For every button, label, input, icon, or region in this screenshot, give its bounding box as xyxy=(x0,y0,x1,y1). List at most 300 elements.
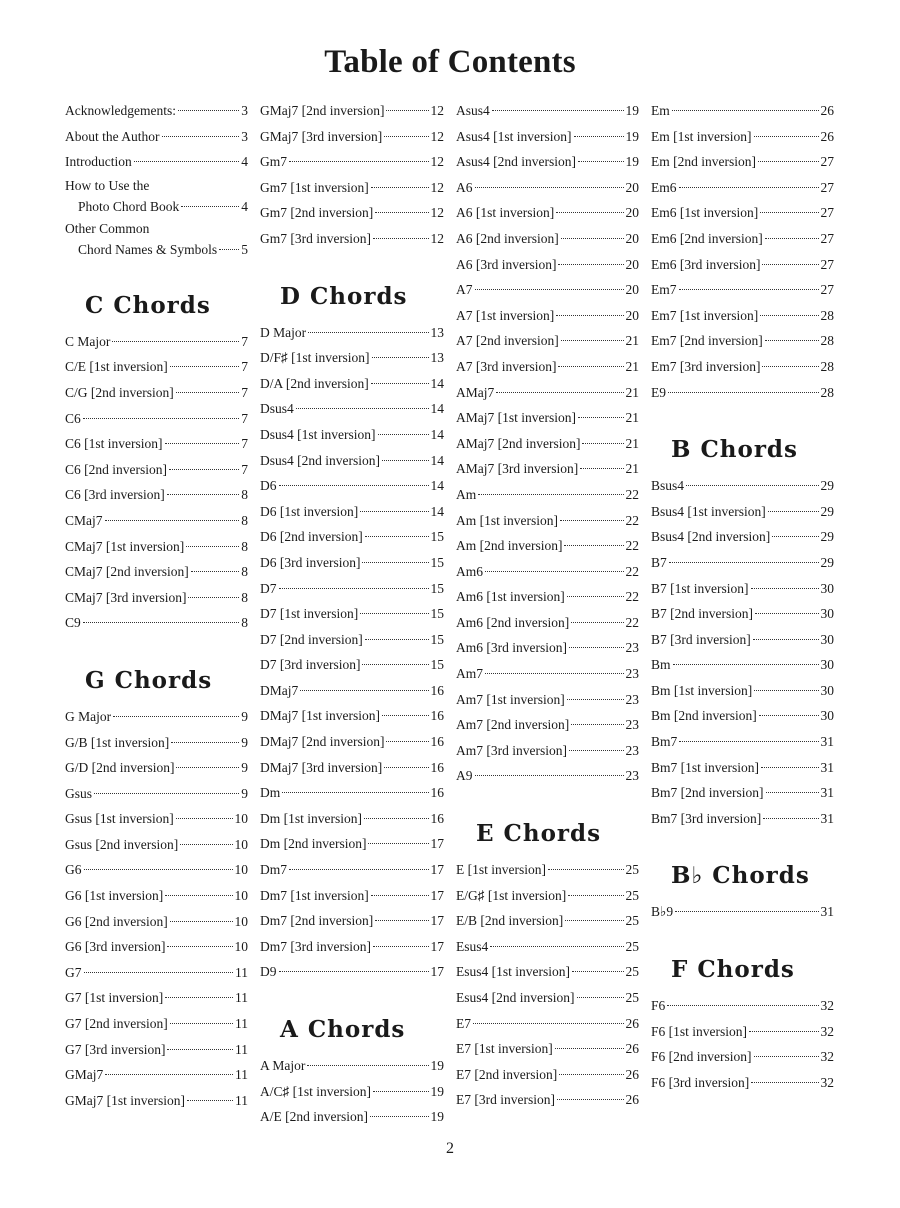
toc-entry-page: 23 xyxy=(625,691,639,707)
toc-entry-page: 25 xyxy=(625,990,639,1005)
toc-entry-label: D6 xyxy=(260,478,277,494)
toc-entry-page: 3 xyxy=(241,103,248,118)
toc-entry[interactable] xyxy=(456,712,639,738)
dot-leader xyxy=(556,212,623,213)
toc-entry[interactable] xyxy=(65,457,248,483)
toc-entry-label: E7 [2nd inversion] xyxy=(456,1066,558,1082)
toc-entry-label: Am xyxy=(456,486,477,502)
dot-leader xyxy=(754,136,819,137)
toc-entry[interactable] xyxy=(260,806,444,832)
toc-entry[interactable] xyxy=(651,226,834,252)
toc-entry[interactable] xyxy=(260,934,444,960)
toc-entry[interactable] xyxy=(260,703,444,729)
toc-entry-label: D/F♯ [1st inversion] xyxy=(260,350,370,366)
toc-entry-label: AMaj7 xyxy=(456,384,495,400)
toc-entry[interactable] xyxy=(456,328,639,354)
toc-entry[interactable] xyxy=(260,627,444,653)
toc-entry-page: 26 xyxy=(820,128,834,144)
toc-entry[interactable] xyxy=(260,200,444,226)
toc-entry[interactable] xyxy=(260,678,444,704)
toc-entry[interactable] xyxy=(651,175,834,201)
toc-entry-page: 19 xyxy=(430,1083,444,1099)
toc-entry[interactable] xyxy=(65,482,248,508)
dot-leader xyxy=(176,767,239,768)
toc-entry-label: Dsus4 [2nd inversion] xyxy=(260,452,380,468)
page-number: 2 xyxy=(446,1140,454,1157)
dot-leader xyxy=(679,741,818,742)
toc-entry[interactable] xyxy=(65,1037,248,1063)
toc-entry[interactable] xyxy=(651,576,834,602)
toc-entry[interactable] xyxy=(260,857,444,883)
section-heading: B Chords xyxy=(671,436,798,464)
toc-entry[interactable] xyxy=(260,1104,444,1130)
toc-entry[interactable] xyxy=(651,1044,834,1070)
dot-leader xyxy=(169,469,239,470)
toc-entry[interactable] xyxy=(260,831,444,857)
toc-entry-label: G Major xyxy=(65,708,112,724)
toc-entry-page: 17 xyxy=(430,938,444,954)
dot-leader xyxy=(375,212,428,213)
toc-entry-label: Gm7 [3rd inversion] xyxy=(260,230,371,246)
toc-entry-page: 32 xyxy=(820,1023,834,1039)
toc-entry-label: C6 xyxy=(65,410,81,426)
toc-entry-page: 27 xyxy=(820,179,834,195)
toc-entry[interactable] xyxy=(456,252,639,278)
toc-entry[interactable] xyxy=(260,175,444,201)
dot-leader xyxy=(567,699,624,700)
toc-entry-page: 16 xyxy=(430,759,444,775)
toc-entry-page: 10 xyxy=(234,811,248,827)
dot-leader xyxy=(478,494,623,495)
toc-entry[interactable] xyxy=(456,456,639,482)
toc-entry-label: Bsus4 [2nd inversion] xyxy=(651,529,771,545)
toc-entry[interactable] xyxy=(456,431,639,457)
toc-entry[interactable] xyxy=(65,909,248,935)
toc-entry-page: 32 xyxy=(820,998,834,1014)
toc-entry[interactable] xyxy=(65,1088,248,1114)
dot-leader xyxy=(672,110,819,111)
toc-entry[interactable] xyxy=(456,1036,639,1062)
dot-leader xyxy=(373,946,429,947)
toc-entry[interactable] xyxy=(651,729,834,755)
toc-entry[interactable] xyxy=(456,124,639,150)
toc-entry[interactable] xyxy=(65,149,248,175)
toc-entry-label: Em xyxy=(651,103,670,118)
toc-entry-label-continued: Chord Names & Symbols xyxy=(78,241,218,257)
dot-leader xyxy=(561,340,624,341)
toc-entry-page: 29 xyxy=(820,503,834,519)
toc-entry[interactable] xyxy=(65,431,248,457)
toc-entry[interactable] xyxy=(65,508,248,534)
toc-entry[interactable] xyxy=(65,730,248,756)
toc-entry-label: Bsus4 xyxy=(651,478,685,494)
toc-entry-page: 21 xyxy=(625,410,639,426)
toc-entry[interactable] xyxy=(260,780,444,806)
toc-entry-label: Am [1st inversion] xyxy=(456,512,558,528)
toc-column-4 xyxy=(651,98,834,1095)
toc-entry[interactable] xyxy=(456,149,639,175)
toc-entry-page: 31 xyxy=(820,734,834,750)
toc-entry[interactable] xyxy=(456,200,639,226)
dot-leader xyxy=(368,843,428,844)
toc-entry[interactable] xyxy=(456,405,639,431)
toc-entry-page: 22 xyxy=(625,512,639,528)
toc-entry[interactable] xyxy=(260,422,444,448)
toc-entry-label: GMaj7 [3rd inversion] xyxy=(260,128,383,144)
toc-entry[interactable] xyxy=(651,328,834,354)
dot-leader xyxy=(279,588,429,589)
toc-entry[interactable] xyxy=(65,329,248,355)
toc-entry[interactable] xyxy=(65,1062,248,1088)
toc-entry-label: Gm7 [2nd inversion] xyxy=(260,205,374,221)
toc-entry[interactable] xyxy=(260,473,444,499)
toc-entry[interactable] xyxy=(260,371,444,397)
toc-entry-label: A/C♯ [1st inversion] xyxy=(260,1083,371,1099)
toc-entry[interactable] xyxy=(651,149,834,175)
toc-entry-label: Bm [2nd inversion] xyxy=(651,708,757,724)
toc-entry-page: 23 xyxy=(625,666,639,682)
toc-entry-page: 28 xyxy=(820,384,834,400)
toc-entry[interactable] xyxy=(651,277,834,303)
toc-entry-label: B7 [3rd inversion] xyxy=(651,631,751,647)
dot-leader xyxy=(167,494,240,495)
toc-entry-page: 22 xyxy=(625,589,639,605)
toc-entry[interactable] xyxy=(260,601,444,627)
dot-leader xyxy=(772,536,818,537)
toc-entry[interactable] xyxy=(651,780,834,806)
toc-entry[interactable] xyxy=(651,678,834,704)
toc-entry-page: 22 xyxy=(625,614,639,630)
toc-entry-label: A7 [2nd inversion] xyxy=(456,333,559,349)
toc-entry-label: Em7 xyxy=(651,282,677,298)
toc-entry-label: Esus4 [2nd inversion] xyxy=(456,990,575,1005)
toc-entry[interactable] xyxy=(65,354,248,380)
toc-entry-label: B♭9 xyxy=(651,904,674,920)
toc-entry[interactable] xyxy=(456,661,639,687)
toc-entry[interactable] xyxy=(456,175,639,201)
toc-entry[interactable] xyxy=(260,755,444,781)
toc-entry[interactable] xyxy=(651,200,834,226)
toc-entry-page: 29 xyxy=(820,478,834,494)
toc-entry[interactable] xyxy=(456,277,639,303)
toc-entry[interactable] xyxy=(456,635,639,661)
toc-entry[interactable] xyxy=(456,857,639,883)
toc-entry[interactable] xyxy=(651,806,834,832)
toc-entry[interactable] xyxy=(651,124,834,150)
toc-entry[interactable] xyxy=(65,857,248,883)
dot-leader xyxy=(373,1091,429,1092)
dot-leader xyxy=(162,136,240,137)
toc-entry-label: Em7 [1st inversion] xyxy=(651,307,759,323)
dot-leader xyxy=(386,110,428,111)
toc-entry-page: 8 xyxy=(241,538,248,554)
toc-entry[interactable] xyxy=(65,985,248,1011)
toc-entry[interactable] xyxy=(456,959,639,985)
toc-entry[interactable] xyxy=(65,559,248,585)
toc-entry[interactable] xyxy=(260,729,444,755)
toc-entry-label: C/E [1st inversion] xyxy=(65,359,168,375)
dot-leader xyxy=(165,997,233,998)
toc-entry[interactable] xyxy=(456,610,639,636)
toc-entry[interactable] xyxy=(260,226,444,252)
toc-entry-page: 20 xyxy=(625,179,639,195)
toc-entry[interactable] xyxy=(651,252,834,278)
toc-entry[interactable] xyxy=(260,499,444,525)
toc-entry[interactable] xyxy=(65,832,248,858)
toc-entry[interactable] xyxy=(651,652,834,678)
toc-entry-page: 20 xyxy=(625,307,639,323)
toc-section xyxy=(260,282,444,985)
toc-entry[interactable] xyxy=(456,1011,639,1037)
toc-entry-page: 7 xyxy=(241,436,248,452)
toc-entry-page: 8 xyxy=(241,512,248,528)
dot-leader xyxy=(559,1074,623,1075)
toc-entry[interactable] xyxy=(65,124,248,150)
toc-entry[interactable] xyxy=(456,559,639,585)
toc-entry[interactable] xyxy=(651,993,834,1019)
toc-entry-page: 14 xyxy=(430,401,444,417)
toc-entry-page: 22 xyxy=(625,538,639,554)
toc-entry-label: C Major xyxy=(65,333,111,349)
toc-entry-label: Asus4 [2nd inversion] xyxy=(456,154,576,170)
toc-entry-label: Bm xyxy=(651,657,671,673)
toc-entry[interactable] xyxy=(456,482,639,508)
toc-entry-label: Introduction xyxy=(65,154,132,170)
toc-entry[interactable] xyxy=(260,345,444,371)
toc-entry[interactable] xyxy=(65,98,248,124)
toc-entry-label: Dm7 [3rd inversion] xyxy=(260,938,371,954)
toc-entry-label: Am [2nd inversion] xyxy=(456,538,563,554)
toc-entry-label: C6 [1st inversion] xyxy=(65,436,163,452)
toc-entry[interactable] xyxy=(260,396,444,422)
toc-entry[interactable] xyxy=(651,98,834,124)
toc-entry-page: 15 xyxy=(430,606,444,622)
dot-leader xyxy=(558,264,623,265)
toc-entry-page: 30 xyxy=(820,682,834,698)
toc-entry-label: A9 xyxy=(456,768,473,784)
toc-entry-label: G7 xyxy=(65,964,82,980)
toc-entry[interactable] xyxy=(65,406,248,432)
toc-entry[interactable] xyxy=(260,883,444,909)
toc-entry[interactable] xyxy=(456,908,639,934)
toc-entry-label: Asus4 [1st inversion] xyxy=(456,128,572,144)
toc-entry-page: 9 xyxy=(241,785,248,801)
dot-leader xyxy=(557,1099,624,1100)
toc-entry[interactable] xyxy=(456,763,639,789)
dot-leader xyxy=(372,357,429,358)
toc-entry-label: Em7 [3rd inversion] xyxy=(651,358,761,374)
dot-leader xyxy=(296,408,429,409)
toc-entry[interactable] xyxy=(65,534,248,560)
toc-entry[interactable] xyxy=(456,687,639,713)
toc-entry[interactable] xyxy=(65,610,248,636)
toc-entry[interactable] xyxy=(260,1079,444,1105)
toc-entry-page: 21 xyxy=(625,333,639,349)
toc-entry-label: Am6 [1st inversion] xyxy=(456,589,565,605)
toc-entry[interactable] xyxy=(65,585,248,611)
toc-entry[interactable] xyxy=(651,1019,834,1045)
toc-entry[interactable] xyxy=(456,508,639,534)
toc-entry[interactable] xyxy=(65,883,248,909)
toc-entry-page: 31 xyxy=(820,759,834,775)
toc-entry[interactable] xyxy=(260,576,444,602)
toc-entry-label: A6 [1st inversion] xyxy=(456,205,555,221)
toc-entry[interactable] xyxy=(651,601,834,627)
toc-entry-page: 17 xyxy=(430,913,444,929)
dot-leader xyxy=(490,946,623,947)
toc-entry[interactable] xyxy=(260,124,444,150)
toc-entry-page: 27 xyxy=(820,256,834,272)
dot-leader xyxy=(308,332,428,333)
toc-entry[interactable] xyxy=(260,98,444,124)
toc-entry[interactable] xyxy=(260,448,444,474)
toc-entry[interactable] xyxy=(260,652,444,678)
toc-entry-label: E9 xyxy=(651,384,666,400)
dot-leader xyxy=(763,818,818,819)
toc-entry[interactable] xyxy=(651,473,834,499)
toc-entry-label: G6 [1st inversion] xyxy=(65,888,164,904)
toc-entry-label: D/A [2nd inversion] xyxy=(260,375,369,391)
toc-entry-page: 32 xyxy=(820,1074,834,1090)
toc-entry[interactable] xyxy=(260,524,444,550)
toc-entry[interactable] xyxy=(456,226,639,252)
dot-leader xyxy=(370,1116,429,1117)
dot-leader xyxy=(186,546,239,547)
toc-entry[interactable] xyxy=(260,1053,444,1079)
toc-entry[interactable] xyxy=(651,899,834,925)
section-heading: C Chords xyxy=(85,291,211,319)
toc-entry[interactable] xyxy=(65,781,248,807)
dot-leader xyxy=(289,869,429,870)
toc-entry-page: 30 xyxy=(820,657,834,673)
toc-entry-label: A6 [2nd inversion] xyxy=(456,230,559,246)
toc-entry-label: E/B [2nd inversion] xyxy=(456,913,564,929)
toc-entry[interactable] xyxy=(651,703,834,729)
toc-entry-page: 10 xyxy=(234,888,248,904)
toc-entry[interactable] xyxy=(651,755,834,781)
toc-entry[interactable] xyxy=(456,380,639,406)
toc-entry-page: 21 xyxy=(625,358,639,374)
toc-entry-label: Am7 [1st inversion] xyxy=(456,691,565,707)
toc-entry[interactable] xyxy=(456,1062,639,1088)
toc-entry[interactable] xyxy=(456,584,639,610)
dot-leader xyxy=(759,715,819,716)
toc-entry-label: G7 [3rd inversion] xyxy=(65,1041,166,1057)
toc-section xyxy=(456,98,639,789)
dot-leader xyxy=(568,895,623,896)
toc-entry-page: 23 xyxy=(625,717,639,733)
toc-entry-label: E7 xyxy=(456,1015,471,1031)
toc-entry-label: Other Common xyxy=(65,220,150,236)
toc-entry[interactable] xyxy=(456,985,639,1011)
toc-entry[interactable] xyxy=(65,755,248,781)
dot-leader xyxy=(675,911,818,912)
toc-entry-label: Bm7 xyxy=(651,734,678,750)
toc-entry[interactable] xyxy=(651,550,834,576)
toc-entry-label: D7 [2nd inversion] xyxy=(260,631,363,647)
toc-entry[interactable] xyxy=(65,934,248,960)
toc-entry-page: 25 xyxy=(625,964,639,980)
toc-entry-label: G6 [3rd inversion] xyxy=(65,939,166,955)
toc-entry[interactable] xyxy=(260,908,444,934)
toc-entry[interactable] xyxy=(260,959,444,985)
toc-entry-page: 11 xyxy=(235,964,248,980)
dot-leader xyxy=(364,818,429,819)
toc-entry[interactable] xyxy=(651,627,834,653)
toc-entry[interactable] xyxy=(456,98,639,124)
toc-entry-page: 13 xyxy=(430,350,444,366)
toc-entry-page: 10 xyxy=(234,862,248,878)
toc-entry-label: C6 [2nd inversion] xyxy=(65,461,167,477)
dot-leader xyxy=(375,920,428,921)
toc-entry-page: 26 xyxy=(625,1041,639,1057)
toc-entry-page: 16 xyxy=(430,708,444,724)
toc-entry-label: C6 [3rd inversion] xyxy=(65,487,165,503)
toc-entry[interactable] xyxy=(456,354,639,380)
toc-entry[interactable] xyxy=(456,303,639,329)
toc-entry[interactable] xyxy=(65,1011,248,1037)
toc-section xyxy=(651,955,834,1095)
toc-entry[interactable] xyxy=(260,320,444,346)
toc-section xyxy=(651,435,834,831)
toc-entry-page: 16 xyxy=(430,810,444,826)
toc-entry[interactable] xyxy=(456,934,639,960)
toc-entry[interactable] xyxy=(65,380,248,406)
toc-entry[interactable] xyxy=(651,499,834,525)
toc-entry-label: D6 [2nd inversion] xyxy=(260,529,363,545)
toc-entry-label: D6 [1st inversion] xyxy=(260,503,359,519)
toc-entry[interactable] xyxy=(651,524,834,550)
toc-entry[interactable] xyxy=(260,550,444,576)
dot-leader xyxy=(679,289,819,290)
toc-entry[interactable] xyxy=(651,1070,834,1096)
toc-entry[interactable] xyxy=(651,380,834,406)
toc-entry[interactable] xyxy=(456,738,639,764)
dot-leader xyxy=(187,1100,233,1101)
toc-entry-page: 16 xyxy=(430,785,444,801)
toc-entry-page: 8 xyxy=(241,564,248,580)
toc-entry-page: 25 xyxy=(625,938,639,954)
toc-entry-label: G/B [1st inversion] xyxy=(65,734,170,750)
dot-leader xyxy=(84,972,234,973)
dot-leader xyxy=(360,613,428,614)
toc-entry-label: Dm7 [1st inversion] xyxy=(260,887,369,903)
toc-entry[interactable] xyxy=(65,704,248,730)
toc-entry-page: 11 xyxy=(235,990,248,1006)
dot-leader xyxy=(178,110,239,111)
toc-entry[interactable] xyxy=(456,1087,639,1113)
toc-entry[interactable] xyxy=(651,354,834,380)
toc-entry-label: Am6 [2nd inversion] xyxy=(456,614,570,630)
toc-entry[interactable] xyxy=(260,149,444,175)
dot-leader xyxy=(94,793,239,794)
toc-entry[interactable] xyxy=(65,806,248,832)
toc-entry[interactable] xyxy=(65,960,248,986)
toc-entry-label: AMaj7 [3rd inversion] xyxy=(456,461,579,477)
toc-entry[interactable] xyxy=(456,533,639,559)
toc-entry-label: Am7 [2nd inversion] xyxy=(456,717,570,733)
dot-leader xyxy=(475,775,624,776)
toc-entry[interactable] xyxy=(65,175,248,218)
section-heading: F Chords xyxy=(671,956,795,984)
toc-entry-page: 10 xyxy=(234,836,248,852)
toc-entry-label: G7 [1st inversion] xyxy=(65,990,164,1006)
toc-entry-label: CMaj7 [3rd inversion] xyxy=(65,589,187,605)
toc-entry[interactable] xyxy=(65,218,248,261)
toc-entry[interactable] xyxy=(456,883,639,909)
dot-leader xyxy=(84,869,233,870)
toc-entry[interactable] xyxy=(651,303,834,329)
